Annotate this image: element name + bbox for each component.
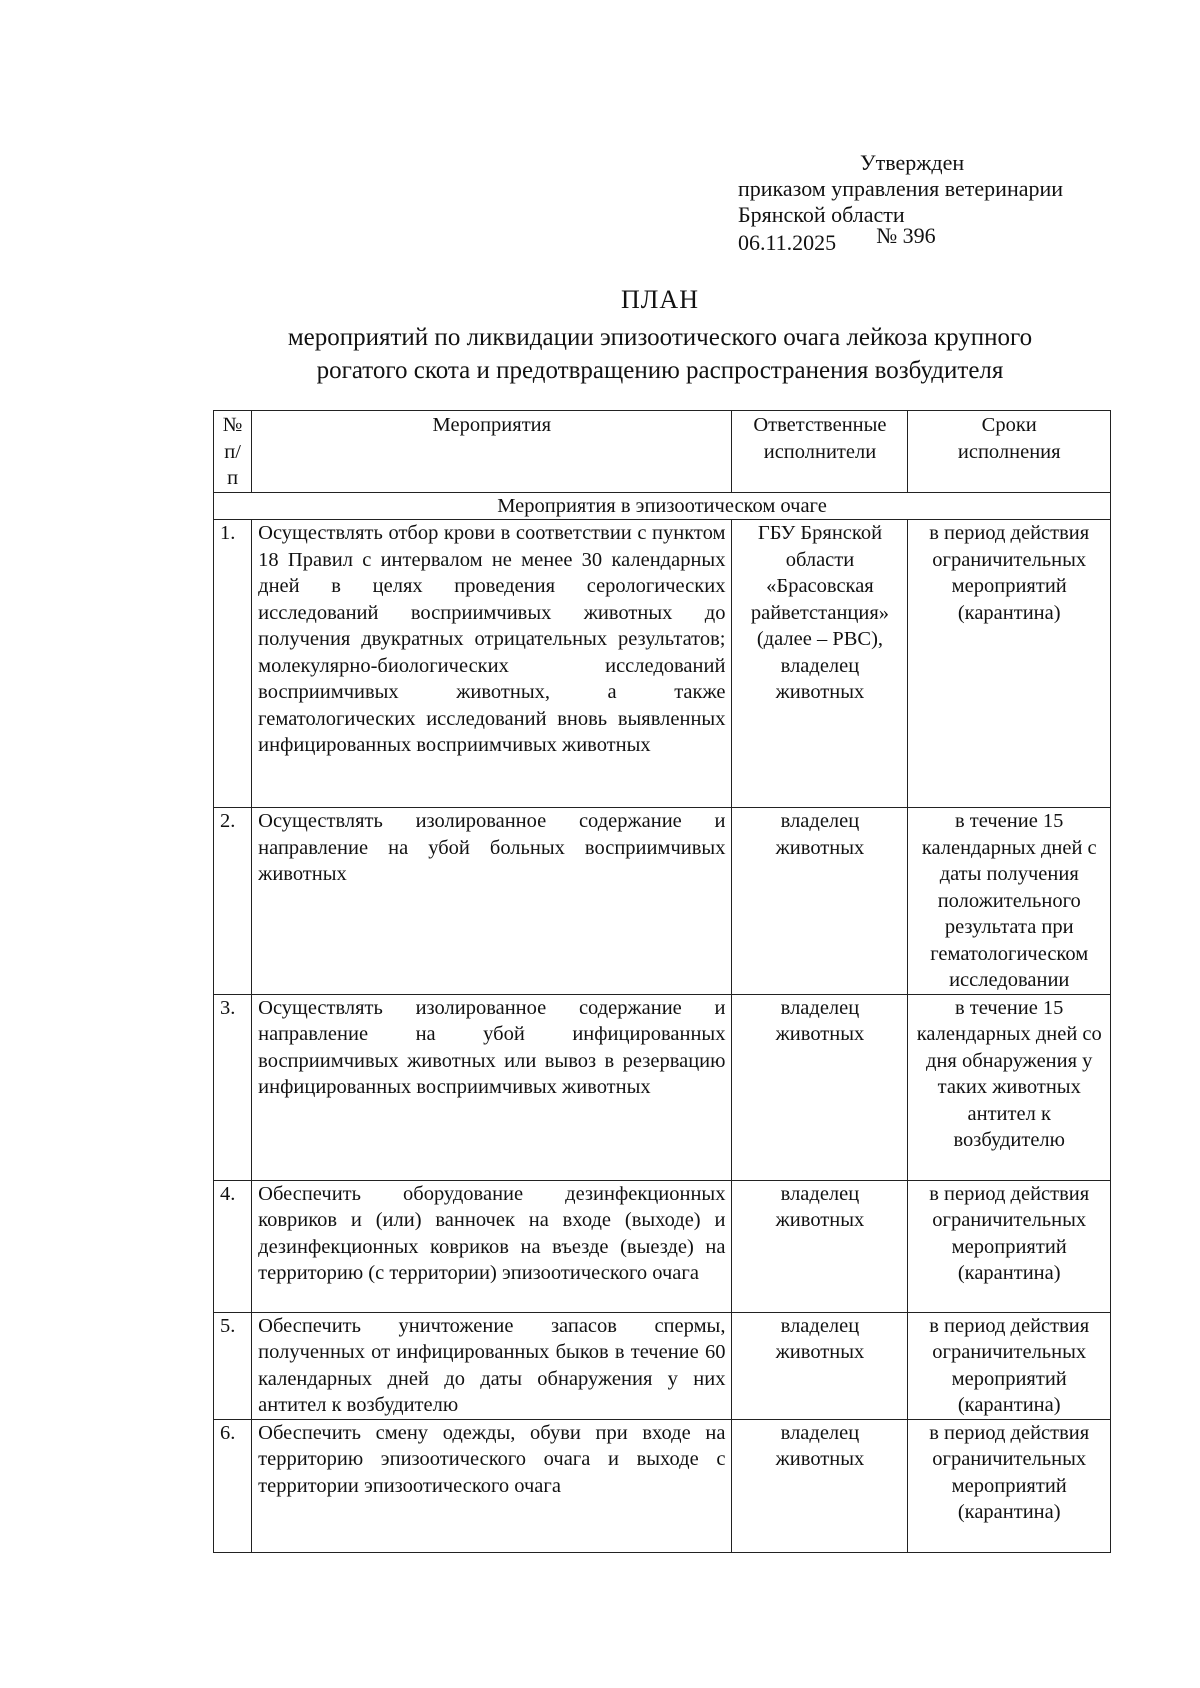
header-responsible-line1: Ответственные — [753, 414, 887, 436]
table-row — [214, 994, 1111, 1180]
plan-table — [213, 410, 1111, 1553]
table-row — [214, 1180, 1111, 1312]
approval-date-row — [738, 223, 1118, 256]
row-num: 5. — [214, 1312, 252, 1419]
header-deadline-line2: исполнения — [957, 440, 1061, 463]
row-activity: Осуществлять изолированное содержание и направление на убой больных восприимчивых животных — [252, 808, 732, 995]
document-title: ПЛАН — [621, 285, 699, 314]
header-activity — [252, 411, 732, 493]
header-activity-label: Мероприятия — [432, 414, 552, 436]
table-header-row — [214, 411, 1111, 493]
row-num: 2. — [214, 808, 252, 995]
row-activity: Осуществлять отбор крови в соответствии с пунктом 18 Правил с интервалом не менее 30 календарных дней в целях проведения серологических исследований восприимчивых животных до получения двукратных отрицательных результатов; молекулярно-биологических исследований восприимчивых животных, а также гематологических исследований вновь выявленных инфицированных восприимчивых животных — [252, 520, 732, 808]
header-deadline — [908, 411, 1111, 493]
row-responsible: владелец животных — [732, 994, 908, 1180]
approval-approved: Утвержден — [860, 150, 965, 175]
row-deadline: в течение 15 календарных дней с даты получения положительного результата при гематологическом исследовании — [908, 808, 1111, 995]
row-activity: Обеспечить уничтожение запасов спермы, полученных от инфицированных быков в течение 60 календарных дней до даты обнаружения у них антител к возбудителю — [252, 1312, 732, 1419]
row-responsible: владелец животных — [732, 808, 908, 995]
table-row — [214, 520, 1111, 808]
approval-region: Брянской области — [738, 202, 905, 227]
table-row — [214, 1312, 1111, 1419]
subtitle-line-1: мероприятий по ликвидации эпизоотического очага лейкоза крупного — [287, 324, 1033, 351]
row-num: 1. — [214, 520, 252, 808]
row-num: 6. — [214, 1419, 252, 1552]
header-deadline-line1: Сроки — [981, 414, 1037, 436]
row-responsible: владелец животных — [732, 1419, 908, 1552]
table-row — [214, 1419, 1111, 1552]
approval-by-order: приказом управления ветеринарии — [738, 176, 1064, 201]
document-subtitle — [210, 321, 1110, 387]
row-deadline: в период действия ограничительных мероприятий (карантина) — [908, 1419, 1111, 1552]
row-activity: Обеспечить оборудование дезинфекционных ковриков и (или) ванночек на входе (выходе) и дезинфекционных ковриков на въезде (выезде) на территорию (с территории) эпизоотического очага — [252, 1180, 732, 1312]
header-responsible-line2: исполнители — [763, 440, 877, 463]
row-num: 3. — [214, 994, 252, 1180]
header-responsible — [732, 411, 908, 493]
row-deadline: в период действия ограничительных мероприятий (карантина) — [908, 1312, 1111, 1419]
row-responsible: ГБУ Брянской области «Брасовская райветстанция» (далее – РВС), владелец животных — [732, 520, 908, 808]
header-num-line1: № — [222, 414, 243, 436]
title-block — [210, 284, 1110, 387]
row-deadline: в период действия ограничительных мероприятий (карантина) — [908, 1180, 1111, 1312]
row-responsible: владелец животных — [732, 1180, 908, 1312]
row-responsible: владелец животных — [732, 1312, 908, 1419]
row-activity: Осуществлять изолированное содержание и направление на убой инфицированных восприимчивых животных или вывоз в резервацию инфицированных восприимчивых животных — [252, 994, 732, 1180]
header-num-line2: п/п — [224, 440, 241, 489]
section-row — [214, 492, 1111, 520]
section-title: Мероприятия в эпизоотическом очаге — [214, 492, 1111, 520]
header-num — [214, 411, 252, 493]
row-deadline: в период действия ограничительных мероприятий (карантина) — [908, 520, 1111, 808]
row-deadline: в течение 15 календарных дней со дня обнаружения у таких животных антител к возбудителю — [908, 994, 1111, 1180]
table-row — [214, 808, 1111, 995]
subtitle-line-2: рогатого скота и предотвращению распространения возбудителя — [316, 357, 1004, 384]
approval-block — [738, 150, 1118, 256]
row-num: 4. — [214, 1180, 252, 1312]
row-activity: Обеспечить смену одежды, обуви при входе на территорию эпизоотического очага и выходе с территории эпизоотического очага — [252, 1419, 732, 1552]
approval-order-number: № 396 — [876, 223, 936, 248]
approval-date: 06.11.2025 — [738, 230, 837, 255]
